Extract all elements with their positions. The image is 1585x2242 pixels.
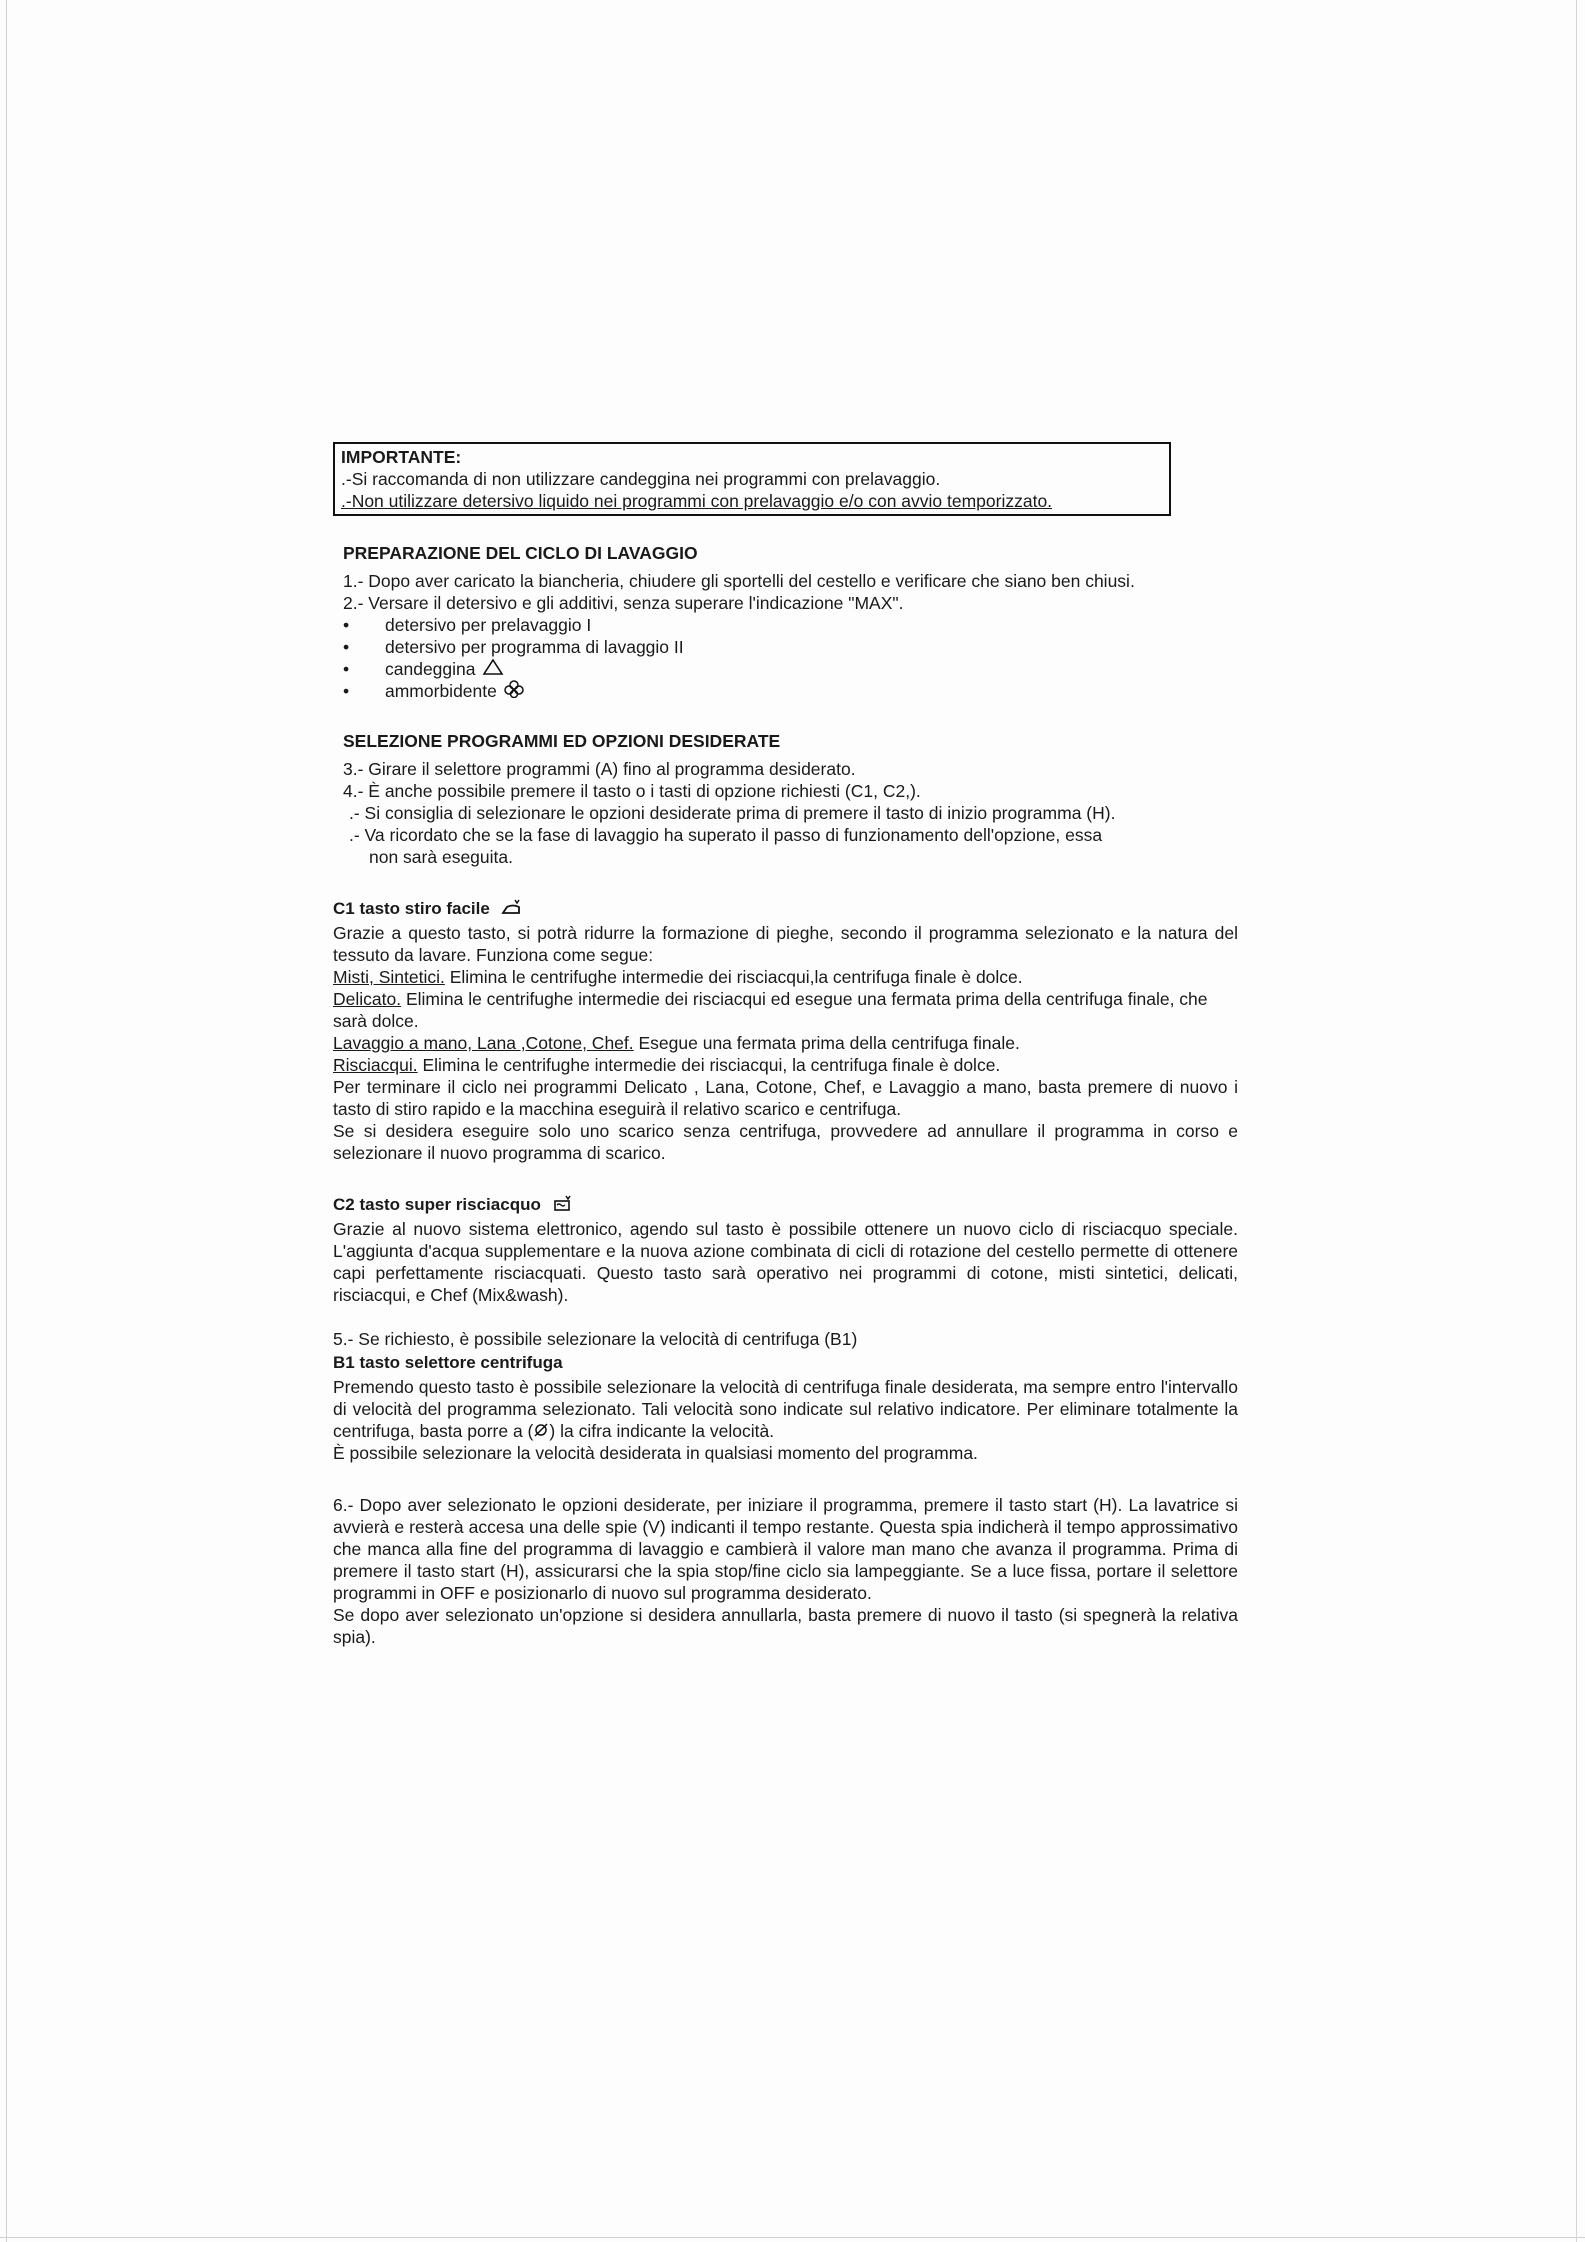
bullet-mark: • [343, 615, 350, 635]
c2-heading-text: C2 tasto super risciacquo [333, 1195, 541, 1214]
selezione-note-2-cont: non sarà eseguita. [369, 847, 513, 867]
preparazione-section [333, 542, 1238, 702]
b1-text-1a: Premendo questo tasto è possibile selezionare la velocità di centrifuga finale desiderata, ma sempre entro l'intervallo di velocità del programma selezionato. Tali velocità sono indicate sul relativo indicatore. Per eliminare totalmente la centrifuga, basta porre a ( [333, 1377, 1238, 1441]
c1-delicato [333, 988, 1238, 1032]
page-left-edge [6, 0, 7, 2242]
bullet-item [333, 636, 1238, 658]
step-6-annulla: Se dopo aver selezionato un'opzione si desidera annullarla, basta premere di nuovo il tasto (si spegnerà la relativa spia). [333, 1605, 1238, 1647]
c2-text: Grazie al nuovo sistema elettronico, agendo sul tasto è possibile ottenere un nuovo ciclo di risciacquo speciale. L'aggiunta d'acqua supplementare e la nuova azione combinata di cicli di rotazione del cestello permette di ottenere capi perfettamente risciacquati. Questo tasto sarà operativo nei programmi di cotone, misti sintetici, delicati, risciacqui, e Chef (Mix&wash). [333, 1219, 1238, 1305]
selezione-heading: SELEZIONE PROGRAMMI ED OPZIONI DESIDERATE [343, 731, 781, 751]
bullet-item [333, 680, 1238, 702]
page-right-edge [1576, 0, 1577, 2242]
selezione-section [333, 730, 1238, 868]
selezione-note-1: .- Si consiglia di selezionare le opzioni desiderate prima di premere il tasto di inizio programma (H). [349, 803, 1116, 823]
c1-section [333, 898, 1238, 1164]
step-6-text: 6.- Dopo aver selezionato le opzioni desiderate, per iniziare il programma, premere il tasto start (H). La lavatrice si avvierà e resterà accesa una delle spie (V) indicanti il tempo restante. Questa spia indicherà il tempo approssimativo che manca alla fine del programma di lavaggio e cambierà il valore man mano che avanza il programma. Prima di premere il tasto start (H), assicurarsi che la spia stop/fine ciclo sia lampeggiante. Se a luce fissa, portare il selettore programmi in OFF e posizionarlo di nuovo sul programma desiderato. [333, 1495, 1238, 1603]
b1-text-2: È possibile selezionare la velocità desiderata in qualsiasi momento del programma. [333, 1443, 978, 1463]
importante-box [333, 442, 1171, 516]
c1-lavaggio-text: Esegue una fermata prima della centrifuga finale. [633, 1033, 1020, 1053]
c2-heading [333, 1194, 1238, 1216]
c2-section [333, 1194, 1238, 1306]
c1-misti-text: Elimina le centrifughe intermedie dei risciacqui,la centrifuga finale è dolce. [444, 967, 1023, 987]
b1-step-5: 5.- Se richiesto, è possibile selezionare la velocità di centrifuga (B1) [333, 1329, 858, 1349]
c1-misti [333, 966, 1238, 988]
b1-text-1b: ) la cifra indicante la velocità. [549, 1421, 775, 1441]
bleach-triangle-icon [482, 658, 504, 676]
bullet-text: detersivo per programma di lavaggio II [385, 637, 684, 657]
bullet-text: candeggina [385, 659, 476, 679]
bullet-text: detersivo per prelavaggio I [385, 615, 592, 635]
c1-risciacqui [333, 1054, 1238, 1076]
softener-flower-icon [503, 680, 525, 698]
bullet-mark: • [343, 659, 350, 679]
c1-terminare: Per terminare il ciclo nei programmi Delicato , Lana, Cotone, Chef, e Lavaggio a mano, basta premere di nuovo i tasto di stiro rapido e la macchina eseguirà il relativo scarico e centrifuga. [333, 1077, 1238, 1119]
preparazione-heading: PREPARAZIONE DEL CICLO DI LAVAGGIO [343, 543, 698, 563]
b1-heading: B1 tasto selettore centrifuga [333, 1353, 563, 1372]
c1-intro: Grazie a questo tasto, si potrà ridurre la formazione di pieghe, secondo il programma selezionato e la natura del tessuto da lavare. Funziona come segue: [333, 923, 1238, 965]
c1-scarico: Se si desidera eseguire solo uno scarico senza centrifuga, provvedere ad annullare il programma in corso e selezionare il nuovo programma di scarico. [333, 1121, 1238, 1163]
importante-line-2: .-Non utilizzare detersivo liquido nei programmi con prelavaggio e/o con avvio temporizzato. [341, 491, 1053, 511]
selezione-note-2: .- Va ricordato che se la fase di lavaggio ha superato il passo di funzionamento dell'opzione, essa [349, 825, 1103, 845]
b1-section [333, 1328, 1238, 1464]
document-body [333, 442, 1238, 1648]
rinse-icon [552, 1194, 574, 1212]
selezione-step-3: 3.- Girare il selettore programmi (A) fino al programma desiderato. [343, 759, 856, 779]
importante-title: IMPORTANTE: [341, 447, 462, 467]
preparazione-step-2: 2.- Versare il detersivo e gli additivi, senza superare l'indicazione "MAX". [343, 593, 904, 613]
c1-lavaggio-label: Lavaggio a mano, Lana ,Cotone, Chef. [333, 1033, 634, 1053]
c1-heading-text: C1 tasto stiro facile [333, 899, 490, 918]
bullet-mark: • [343, 637, 350, 657]
bullet-item [333, 614, 1238, 636]
bullet-item [333, 658, 1238, 680]
c1-heading [333, 898, 1238, 920]
step-6-section [333, 1494, 1238, 1648]
no-spin-icon [533, 1421, 549, 1439]
c1-misti-label: Misti, Sintetici. [333, 967, 445, 987]
c1-lavaggio [333, 1032, 1238, 1054]
selezione-step-4: 4.- È anche possibile premere il tasto o i tasti di opzione richiesti (C1, C2,). [343, 781, 921, 801]
bullet-mark: • [343, 681, 350, 701]
iron-icon [501, 898, 523, 916]
c1-delicato-text: Elimina le centrifughe intermedie dei risciacqui ed esegue una fermata prima della centrifuga finale, che sarà dolce. [333, 989, 1208, 1031]
b1-text-1 [333, 1376, 1238, 1442]
importante-line-1: .-Si raccomanda di non utilizzare candeggina nei programmi con prelavaggio. [341, 469, 941, 489]
page-bottom-edge [0, 2237, 1585, 2238]
c1-risciacqui-label: Risciacqui. [333, 1055, 418, 1075]
preparazione-step-1: 1.- Dopo aver caricato la biancheria, chiudere gli sportelli del cestello e verificare che siano ben chiusi. [343, 571, 1135, 591]
c1-delicato-label: Delicato. [333, 989, 402, 1009]
c1-risciacqui-text: Elimina le centrifughe intermedie dei risciacqui, la centrifuga finale è dolce. [417, 1055, 1001, 1075]
bullet-text: ammorbidente [385, 681, 497, 701]
